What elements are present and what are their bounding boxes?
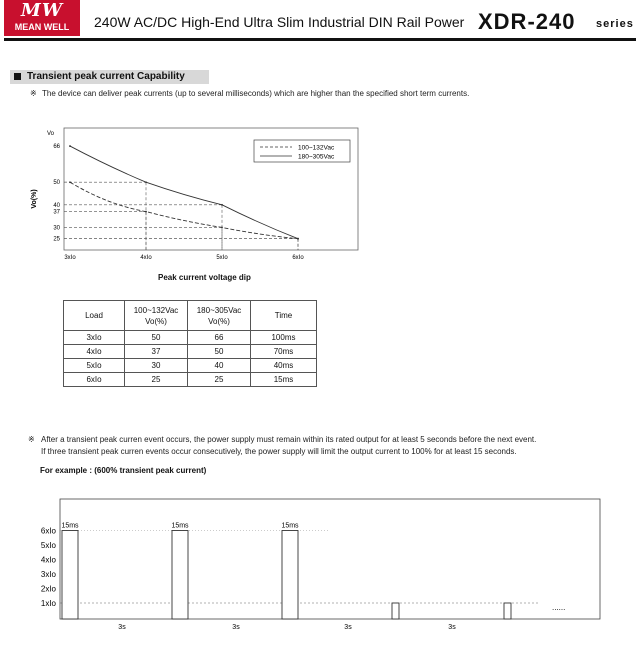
data-point — [221, 204, 223, 206]
interval-label: 3s — [232, 624, 240, 631]
interval-label: 3s — [344, 624, 352, 631]
bullet-square-icon — [14, 73, 21, 80]
data-point — [221, 227, 223, 229]
mean-well-logo — [4, 0, 80, 36]
note2-line-2: If three transient peak curren events occur consecutively, the power supply will limit the output current to 100% for at least 15 seconds. — [41, 447, 517, 456]
voltage-dip-chart — [28, 124, 368, 266]
data-point — [69, 145, 71, 147]
y-tick-label: 25 — [53, 236, 60, 243]
table-cell: 40ms — [251, 359, 317, 373]
model-suffix: series — [596, 18, 634, 30]
data-point — [145, 211, 147, 213]
table-header-row — [64, 301, 317, 331]
y-tick-label: 40 — [53, 202, 60, 209]
y-tick-label: 3xIo — [40, 570, 56, 579]
pulse-bar — [392, 603, 399, 619]
table-cell: 40 — [188, 359, 251, 373]
pulse-label: 15ms — [281, 522, 299, 530]
y-top-label: Vo — [46, 131, 54, 137]
y-tick-label: 4xIo — [40, 555, 56, 565]
y-tick-label: 30 — [53, 225, 60, 232]
data-point — [69, 181, 71, 183]
data-point — [297, 238, 299, 240]
chart2-frame — [60, 499, 600, 619]
table-cell: 100ms — [251, 331, 317, 345]
y-tick-label: 1xIo — [40, 599, 56, 608]
pulse-label: 15ms — [171, 522, 189, 530]
voltage-dip-table — [63, 300, 317, 387]
chart-caption: Peak current voltage dip — [158, 273, 251, 282]
table-cell: 4xIo — [64, 345, 125, 359]
chart-legend — [254, 140, 350, 162]
table-row — [64, 345, 317, 359]
pulse-timing-chart — [30, 496, 605, 636]
y-tick-label: 5xIo — [40, 541, 56, 550]
page-header — [0, 0, 640, 40]
note2-mark-icon: ※ — [28, 435, 35, 444]
y-tick-label: 6xIo — [40, 526, 56, 536]
note-mark-icon: ※ — [30, 89, 37, 98]
table-row — [64, 373, 317, 387]
table-cell: 15ms — [251, 373, 317, 387]
section-header — [10, 70, 209, 84]
table-cell: 70ms — [251, 345, 317, 359]
table-cell: 25 — [125, 373, 188, 387]
pulse-bar — [172, 531, 188, 620]
data-point — [145, 181, 147, 183]
pulse-bar — [504, 603, 511, 619]
table-cell: 50 — [125, 331, 188, 345]
pulse-label: 15ms — [61, 522, 79, 530]
logo-mark: MW — [20, 0, 64, 21]
x-tick-label: 4xIo — [140, 255, 152, 261]
table-cell: 30 — [125, 359, 188, 373]
interval-label: 3s — [118, 624, 126, 631]
continuation-dots: ...... — [552, 603, 566, 612]
y-tick-label: 37 — [53, 209, 60, 216]
product-title: 240W AC/DC High-End Ultra Slim Industrial DIN Rail Power — [94, 14, 465, 30]
model-name: XDR-240 — [478, 9, 576, 34]
logo-text: MEAN WELL — [14, 22, 70, 32]
pulse-bar — [282, 531, 298, 620]
interval-label: 3s — [448, 624, 456, 631]
y-axis-label: Vo(%) — [31, 189, 38, 209]
pulse-bar — [62, 531, 78, 620]
table-cell: 25 — [188, 373, 251, 387]
table-cell: 3xIo — [64, 331, 125, 345]
legend-label-1: 100~132Vac — [298, 144, 335, 152]
table-cell: 5xIo — [64, 359, 125, 373]
table-row — [64, 331, 317, 345]
section-title: Transient peak current Capability — [27, 71, 185, 82]
table-cell: 66 — [188, 331, 251, 345]
table-cell: 37 — [125, 345, 188, 359]
legend-label-2: 180~305Vac — [298, 153, 335, 161]
y-tick-label: 2xIo — [40, 584, 56, 594]
note2-line-1: After a transient peak curren event occurs, the power supply must remain within its rated output for at least 5 seconds before the next event. — [41, 435, 537, 444]
table-row — [64, 359, 317, 373]
table-header-low-line: 100~132Vac Vo(%) — [125, 301, 188, 331]
table-header-high-line: 180~305Vac Vo(%) — [188, 301, 251, 331]
section-note: The device can deliver peak currents (up to several milliseconds) which are higher than the specified short term currents. — [42, 89, 470, 98]
header-rule — [4, 38, 636, 41]
y-tick-label: 50 — [53, 180, 60, 187]
y-tick-label: 66 — [53, 144, 60, 151]
x-tick-label: 6xIo — [292, 255, 304, 261]
x-tick-label: 5xIo — [216, 255, 228, 261]
table-header-time: Time — [251, 301, 317, 331]
table-cell: 6xIo — [64, 373, 125, 387]
example-label: For example : (600% transient peak current) — [40, 466, 207, 475]
x-tick-label: 3xIo — [64, 255, 76, 261]
table-header-load: Load — [64, 301, 125, 331]
table-cell: 50 — [188, 345, 251, 359]
